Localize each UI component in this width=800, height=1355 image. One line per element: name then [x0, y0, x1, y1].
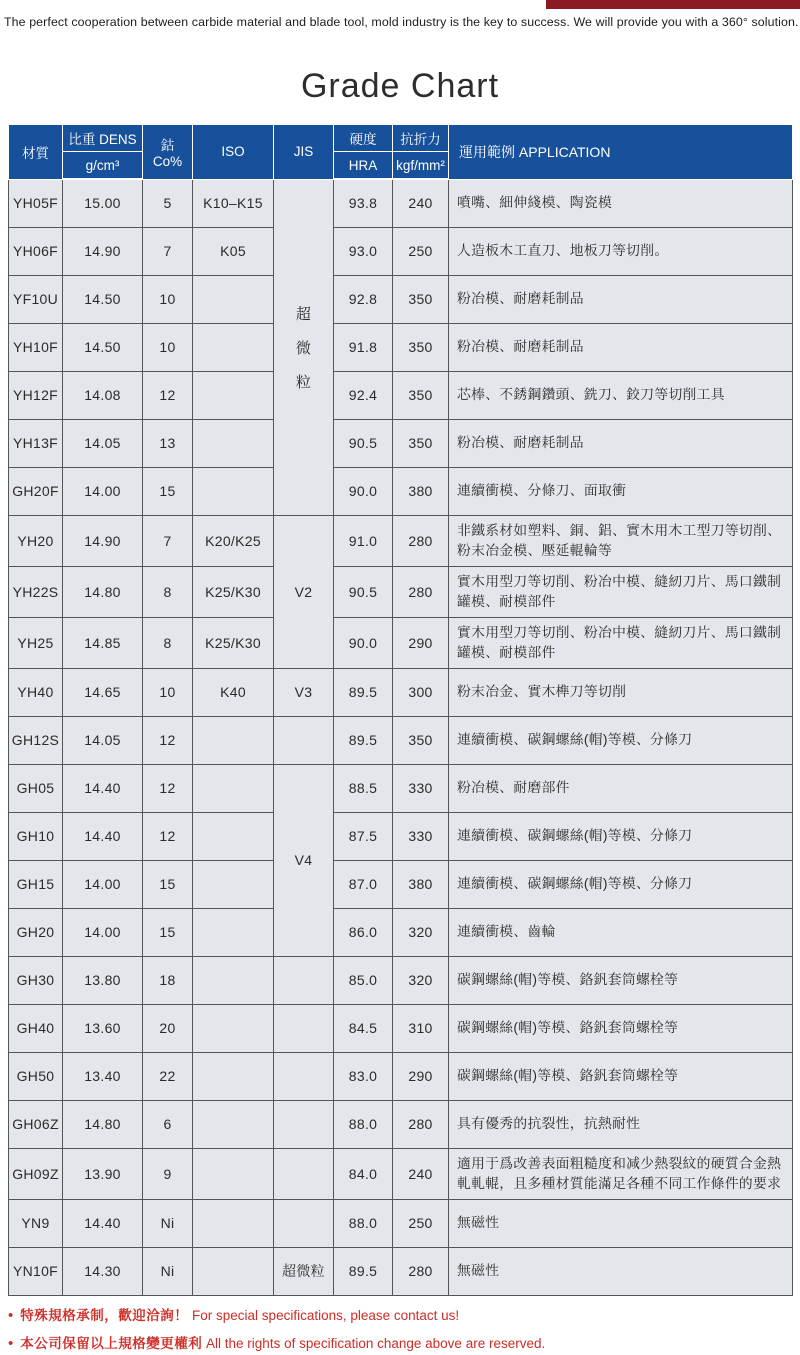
iso-cell: K10–K15	[193, 179, 274, 227]
application-cell: 實木用型刀等切削、粉冶中模、縫紉刀片、馬口鐵制罐模、耐模部件	[449, 566, 793, 617]
cobalt-cell: 8	[143, 617, 193, 668]
force-cell: 330	[393, 812, 449, 860]
application-cell: 芯棒、不銹鋼鑽頭、銑刀、鉸刀等切削工具	[449, 371, 793, 419]
force-cell: 240	[393, 1148, 449, 1199]
density-cell: 14.90	[63, 515, 143, 566]
iso-cell	[193, 860, 274, 908]
material-cell: GH10	[9, 812, 63, 860]
iso-cell	[193, 764, 274, 812]
grade-table-body	[9, 179, 793, 1295]
hardness-cell: 88.5	[334, 764, 393, 812]
hardness-cell: 86.0	[334, 908, 393, 956]
density-cell: 15.00	[63, 179, 143, 227]
table-row	[9, 515, 793, 566]
hardness-cell: 88.0	[334, 1100, 393, 1148]
force-cell: 380	[393, 467, 449, 515]
material-cell: YN9	[9, 1199, 63, 1247]
material-cell: YF10U	[9, 275, 63, 323]
force-cell: 240	[393, 179, 449, 227]
cobalt-cell: 10	[143, 323, 193, 371]
header-jis: JIS	[274, 125, 334, 180]
density-cell: 14.80	[63, 1100, 143, 1148]
cobalt-cell: 13	[143, 419, 193, 467]
application-cell: 適用于爲改善表面粗糙度和减少熱裂紋的硬質合金熱軋軋輥，且多種材質能滿足各種不同工作條件的要求	[449, 1148, 793, 1199]
material-cell: YH05F	[9, 179, 63, 227]
header-hardness-unit: HRA	[334, 152, 393, 180]
force-cell: 350	[393, 275, 449, 323]
cobalt-cell: 12	[143, 812, 193, 860]
application-cell: 人造板木工直刀、地板刀等切削。	[449, 227, 793, 275]
application-cell: 連續衝模、碳鋼螺絲(帽)等模、分條刀	[449, 860, 793, 908]
header-row-top	[9, 125, 793, 152]
hardness-cell: 90.0	[334, 467, 393, 515]
density-cell: 14.08	[63, 371, 143, 419]
application-cell: 連續衝模、碳鋼螺絲(帽)等模、分條刀	[449, 716, 793, 764]
application-cell: 粉冶模、耐磨部件	[449, 764, 793, 812]
density-cell: 13.60	[63, 1004, 143, 1052]
density-cell: 14.40	[63, 764, 143, 812]
header-hardness-top: 硬度	[334, 125, 393, 152]
grade-table	[8, 124, 793, 1296]
footnote-special-specs	[8, 1305, 800, 1327]
density-cell: 14.50	[63, 323, 143, 371]
header-cobalt-line1: 鈷	[145, 134, 190, 154]
bullet-icon: •	[8, 1335, 13, 1352]
application-cell: 連續衝模、碳鋼螺絲(帽)等模、分條刀	[449, 812, 793, 860]
table-row	[9, 956, 793, 1004]
table-row	[9, 467, 793, 515]
application-cell: 無磁性	[449, 1247, 793, 1295]
cobalt-cell: 12	[143, 371, 193, 419]
iso-cell	[193, 956, 274, 1004]
hardness-cell: 89.5	[334, 1247, 393, 1295]
cobalt-cell: 8	[143, 566, 193, 617]
hardness-cell: 90.5	[334, 419, 393, 467]
force-cell: 280	[393, 515, 449, 566]
footnotes	[8, 1305, 800, 1355]
jis-vertical-label: 超 微 粒	[276, 303, 331, 392]
force-cell: 280	[393, 1247, 449, 1295]
material-cell: YH25	[9, 617, 63, 668]
jis-cell	[274, 1004, 334, 1052]
footnote-en: For special specifications, please contact us!	[192, 1308, 459, 1323]
iso-cell: K25/K30	[193, 566, 274, 617]
jis-cell	[274, 1199, 334, 1247]
density-cell: 14.00	[63, 908, 143, 956]
density-cell: 14.85	[63, 617, 143, 668]
density-cell: 14.80	[63, 566, 143, 617]
application-cell: 粉冶模、耐磨耗制品	[449, 323, 793, 371]
application-cell: 碳鋼螺絲(帽)等模、鉻釩套筒螺栓等	[449, 956, 793, 1004]
material-cell: GH12S	[9, 716, 63, 764]
application-cell: 連續衝模、齒輪	[449, 908, 793, 956]
table-row	[9, 1199, 793, 1247]
density-cell: 13.80	[63, 956, 143, 1004]
material-cell: GH50	[9, 1052, 63, 1100]
density-cell: 14.00	[63, 860, 143, 908]
hardness-cell: 87.5	[334, 812, 393, 860]
page-title: Grade Chart	[0, 67, 800, 106]
material-cell: GH20	[9, 908, 63, 956]
material-cell: YH22S	[9, 566, 63, 617]
material-cell: GH05	[9, 764, 63, 812]
iso-cell	[193, 812, 274, 860]
iso-cell	[193, 1199, 274, 1247]
hardness-cell: 93.8	[334, 179, 393, 227]
footnote-zh: 特殊規格承制，歡迎洽詢！	[20, 1308, 188, 1323]
jis-cell	[274, 1052, 334, 1100]
cobalt-cell: 10	[143, 275, 193, 323]
jis-cell: 超微粒	[274, 1247, 334, 1295]
iso-cell	[193, 419, 274, 467]
header-force-unit: kgf/mm²	[393, 152, 449, 180]
footnote-en: All the rights of specification change above are reserved.	[206, 1336, 545, 1351]
header-density-top: 比重 DENS	[63, 125, 143, 152]
iso-cell	[193, 1148, 274, 1199]
cobalt-cell: 7	[143, 515, 193, 566]
hardness-cell: 89.5	[334, 716, 393, 764]
hardness-cell: 84.5	[334, 1004, 393, 1052]
cobalt-cell: 7	[143, 227, 193, 275]
force-cell: 250	[393, 227, 449, 275]
table-row	[9, 371, 793, 419]
hardness-cell: 92.8	[334, 275, 393, 323]
header-cobalt-line2: Co%	[145, 154, 190, 169]
iso-cell	[193, 467, 274, 515]
material-cell: GH30	[9, 956, 63, 1004]
iso-cell	[193, 1004, 274, 1052]
hardness-cell: 90.5	[334, 566, 393, 617]
table-row	[9, 566, 793, 617]
jis-cell	[274, 1100, 334, 1148]
density-cell: 14.05	[63, 419, 143, 467]
force-cell: 320	[393, 956, 449, 1004]
header-iso: ISO	[193, 125, 274, 180]
material-cell: GH06Z	[9, 1100, 63, 1148]
table-row	[9, 227, 793, 275]
jis-cell	[274, 956, 334, 1004]
density-cell: 14.50	[63, 275, 143, 323]
cobalt-cell: 12	[143, 764, 193, 812]
hardness-cell: 91.8	[334, 323, 393, 371]
iso-cell	[193, 371, 274, 419]
cobalt-cell: 18	[143, 956, 193, 1004]
iso-cell	[193, 716, 274, 764]
table-row	[9, 668, 793, 716]
cobalt-cell: 6	[143, 1100, 193, 1148]
cobalt-cell: Ni	[143, 1199, 193, 1247]
force-cell: 330	[393, 764, 449, 812]
force-cell: 320	[393, 908, 449, 956]
force-cell: 350	[393, 419, 449, 467]
top-right-red-bar	[546, 0, 800, 9]
cobalt-cell: 5	[143, 179, 193, 227]
force-cell: 310	[393, 1004, 449, 1052]
header-density-unit: g/cm³	[63, 152, 143, 180]
iso-cell: K05	[193, 227, 274, 275]
force-cell: 280	[393, 1100, 449, 1148]
cobalt-cell: 12	[143, 716, 193, 764]
material-cell: YH13F	[9, 419, 63, 467]
cobalt-cell: Ni	[143, 1247, 193, 1295]
jis-cell	[274, 179, 334, 515]
footnote-zh: 本公司保留以上規格變更權利	[20, 1336, 202, 1351]
header-application: 運用範例 APPLICATION	[449, 125, 793, 180]
table-row	[9, 179, 793, 227]
table-row	[9, 617, 793, 668]
iso-cell: K25/K30	[193, 617, 274, 668]
cobalt-cell: 20	[143, 1004, 193, 1052]
density-cell: 14.00	[63, 467, 143, 515]
material-cell: GH15	[9, 860, 63, 908]
table-row	[9, 1004, 793, 1052]
hardness-cell: 83.0	[334, 1052, 393, 1100]
material-cell: GH09Z	[9, 1148, 63, 1199]
density-cell: 13.90	[63, 1148, 143, 1199]
material-cell: YH12F	[9, 371, 63, 419]
hardness-cell: 92.4	[334, 371, 393, 419]
iso-cell	[193, 908, 274, 956]
hardness-cell: 87.0	[334, 860, 393, 908]
density-cell: 14.40	[63, 812, 143, 860]
jis-cell	[274, 1148, 334, 1199]
hardness-cell: 84.0	[334, 1148, 393, 1199]
material-cell: YH10F	[9, 323, 63, 371]
density-cell: 13.40	[63, 1052, 143, 1100]
application-cell: 實木用型刀等切削、粉冶中模、縫紉刀片、馬口鐵制罐模、耐模部件	[449, 617, 793, 668]
cobalt-cell: 15	[143, 467, 193, 515]
table-row	[9, 1100, 793, 1148]
application-cell: 噴嘴、細伸綫模、陶瓷模	[449, 179, 793, 227]
hardness-cell: 91.0	[334, 515, 393, 566]
hardness-cell: 85.0	[334, 956, 393, 1004]
table-row	[9, 908, 793, 956]
cobalt-cell: 15	[143, 860, 193, 908]
iso-cell	[193, 1052, 274, 1100]
footnote-rights-reserved	[8, 1333, 800, 1355]
table-row	[9, 275, 793, 323]
table-row	[9, 1247, 793, 1295]
force-cell: 280	[393, 566, 449, 617]
density-cell: 14.30	[63, 1247, 143, 1295]
force-cell: 300	[393, 668, 449, 716]
force-cell: 380	[393, 860, 449, 908]
iso-cell: K40	[193, 668, 274, 716]
material-cell: YH40	[9, 668, 63, 716]
density-cell: 14.40	[63, 1199, 143, 1247]
cobalt-cell: 15	[143, 908, 193, 956]
material-cell: YN10F	[9, 1247, 63, 1295]
jis-cell: V2	[274, 515, 334, 668]
material-cell: YH06F	[9, 227, 63, 275]
force-cell: 350	[393, 716, 449, 764]
jis-cell	[274, 716, 334, 764]
jis-cell: V4	[274, 764, 334, 956]
jis-cell: V3	[274, 668, 334, 716]
cobalt-cell: 9	[143, 1148, 193, 1199]
table-row	[9, 860, 793, 908]
material-cell: GH20F	[9, 467, 63, 515]
application-cell: 粉末冶金、實木榫刀等切削	[449, 668, 793, 716]
table-row	[9, 1052, 793, 1100]
application-cell: 非鐵系材如塑料、銅、鋁、實木用木工型刀等切削、粉末冶金模、壓延輥輪等	[449, 515, 793, 566]
force-cell: 290	[393, 1052, 449, 1100]
hardness-cell: 89.5	[334, 668, 393, 716]
iso-cell	[193, 1100, 274, 1148]
material-cell: YH20	[9, 515, 63, 566]
application-cell: 碳鋼螺絲(帽)等模、鉻釩套筒螺栓等	[449, 1052, 793, 1100]
table-row	[9, 812, 793, 860]
force-cell: 350	[393, 323, 449, 371]
iso-cell	[193, 1247, 274, 1295]
grade-table-header	[9, 125, 793, 180]
application-cell: 粉冶模、耐磨耗制品	[449, 419, 793, 467]
cobalt-cell: 10	[143, 668, 193, 716]
table-row	[9, 764, 793, 812]
iso-cell	[193, 275, 274, 323]
force-cell: 350	[393, 371, 449, 419]
table-row	[9, 323, 793, 371]
application-cell: 碳鋼螺絲(帽)等模、鉻釩套筒螺栓等	[449, 1004, 793, 1052]
hardness-cell: 90.0	[334, 617, 393, 668]
hardness-cell: 88.0	[334, 1199, 393, 1247]
density-cell: 14.05	[63, 716, 143, 764]
header-force-top: 抗折力	[393, 125, 449, 152]
force-cell: 250	[393, 1199, 449, 1247]
density-cell: 14.65	[63, 668, 143, 716]
hardness-cell: 93.0	[334, 227, 393, 275]
page-tagline: The perfect cooperation between carbide material and blade tool, mold industry is the key to success. We will provide you with a 360° solution.	[0, 0, 800, 29]
application-cell: 具有優秀的抗裂性，抗熱耐性	[449, 1100, 793, 1148]
table-row	[9, 716, 793, 764]
application-cell: 粉冶模、耐磨耗制品	[449, 275, 793, 323]
application-cell: 連續衝模、分條刀、面取衝	[449, 467, 793, 515]
header-material: 材質	[9, 125, 63, 180]
iso-cell	[193, 323, 274, 371]
bullet-icon: •	[8, 1307, 13, 1324]
density-cell: 14.90	[63, 227, 143, 275]
table-row	[9, 419, 793, 467]
force-cell: 290	[393, 617, 449, 668]
cobalt-cell: 22	[143, 1052, 193, 1100]
material-cell: GH40	[9, 1004, 63, 1052]
header-cobalt	[143, 125, 193, 180]
table-row	[9, 1148, 793, 1199]
iso-cell: K20/K25	[193, 515, 274, 566]
application-cell: 無磁性	[449, 1199, 793, 1247]
